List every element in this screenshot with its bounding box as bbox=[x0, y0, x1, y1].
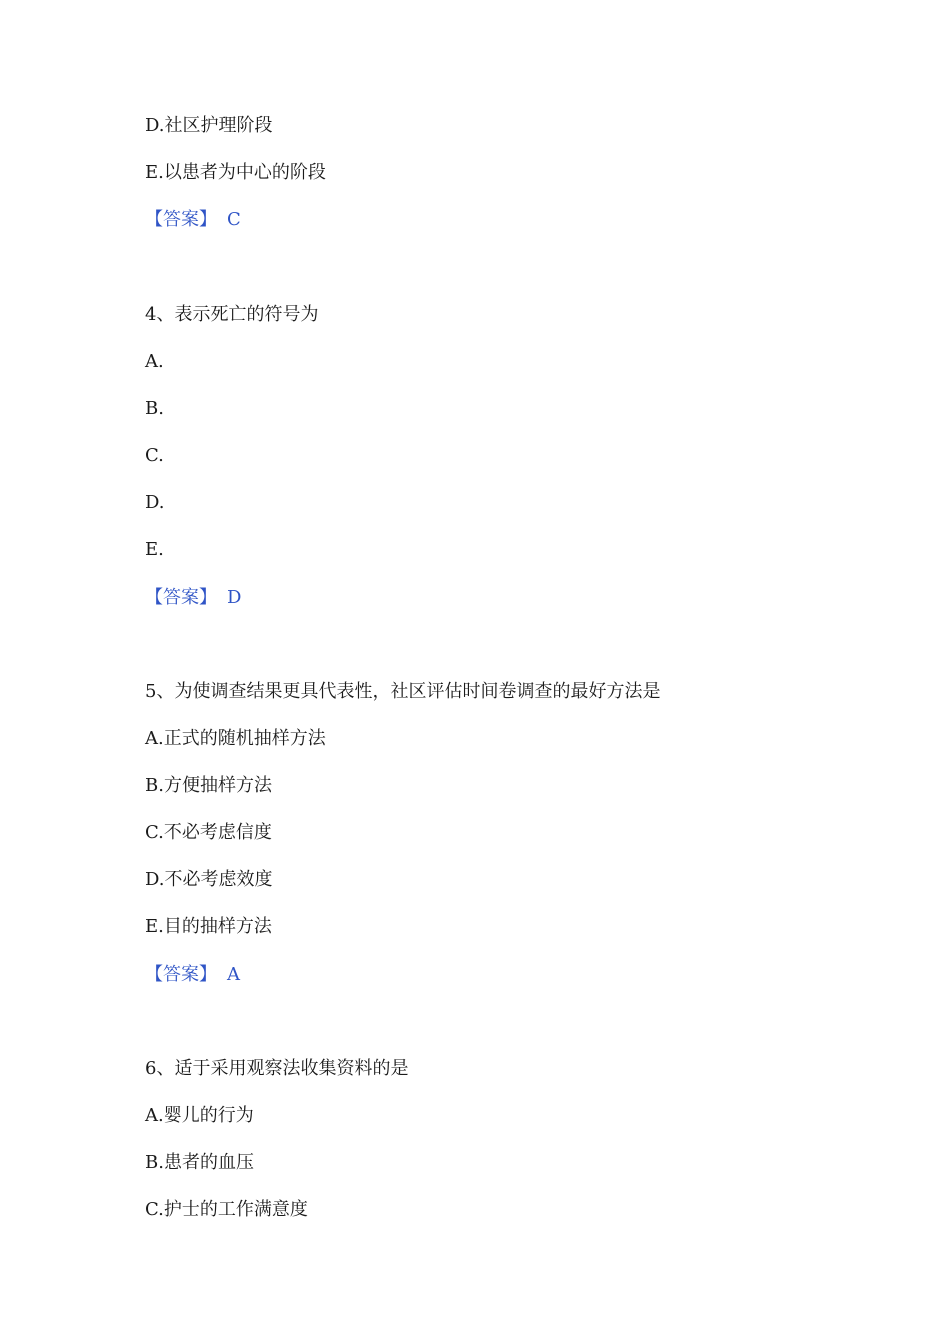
answer-value: D bbox=[227, 587, 242, 608]
q4-option-d: D. bbox=[145, 492, 165, 513]
q4-question: 4、表示死亡的符号为 bbox=[145, 304, 319, 325]
q4-option-c: C. bbox=[145, 445, 164, 466]
q6-question: 6、适于采用观察法收集资料的是 bbox=[145, 1058, 409, 1079]
answer-value: C bbox=[227, 209, 241, 230]
answer-label: 【答案】 bbox=[145, 587, 217, 608]
q6-option-c: C.护士的工作满意度 bbox=[145, 1199, 308, 1220]
q3-option-e: E.以患者为中心的阶段 bbox=[145, 162, 326, 183]
answer-label: 【答案】 bbox=[145, 209, 217, 230]
q5-option-a: A.正式的随机抽样方法 bbox=[145, 728, 326, 749]
answer-label: 【答案】 bbox=[145, 964, 217, 985]
q5-option-b: B.方便抽样方法 bbox=[145, 775, 272, 796]
q5-question: 5、为使调查结果更具代表性，社区评估时间卷调查的最好方法是 bbox=[145, 681, 661, 702]
q4-option-a: A. bbox=[145, 351, 164, 372]
q6-option-b: B.患者的血压 bbox=[145, 1152, 254, 1173]
q3-answer bbox=[145, 208, 241, 232]
q4-answer bbox=[145, 586, 241, 610]
q4-option-b: B. bbox=[145, 398, 164, 419]
q5-option-c: C.不必考虑信度 bbox=[145, 822, 272, 843]
answer-value: A bbox=[227, 964, 240, 985]
q5-option-d: D.不必考虑效度 bbox=[145, 869, 273, 890]
q5-option-e: E.目的抽样方法 bbox=[145, 916, 272, 937]
q4-option-e: E. bbox=[145, 539, 164, 560]
q5-answer bbox=[145, 963, 240, 987]
q6-option-a: A.婴儿的行为 bbox=[145, 1105, 254, 1126]
q3-option-d: D.社区护理阶段 bbox=[145, 115, 273, 136]
